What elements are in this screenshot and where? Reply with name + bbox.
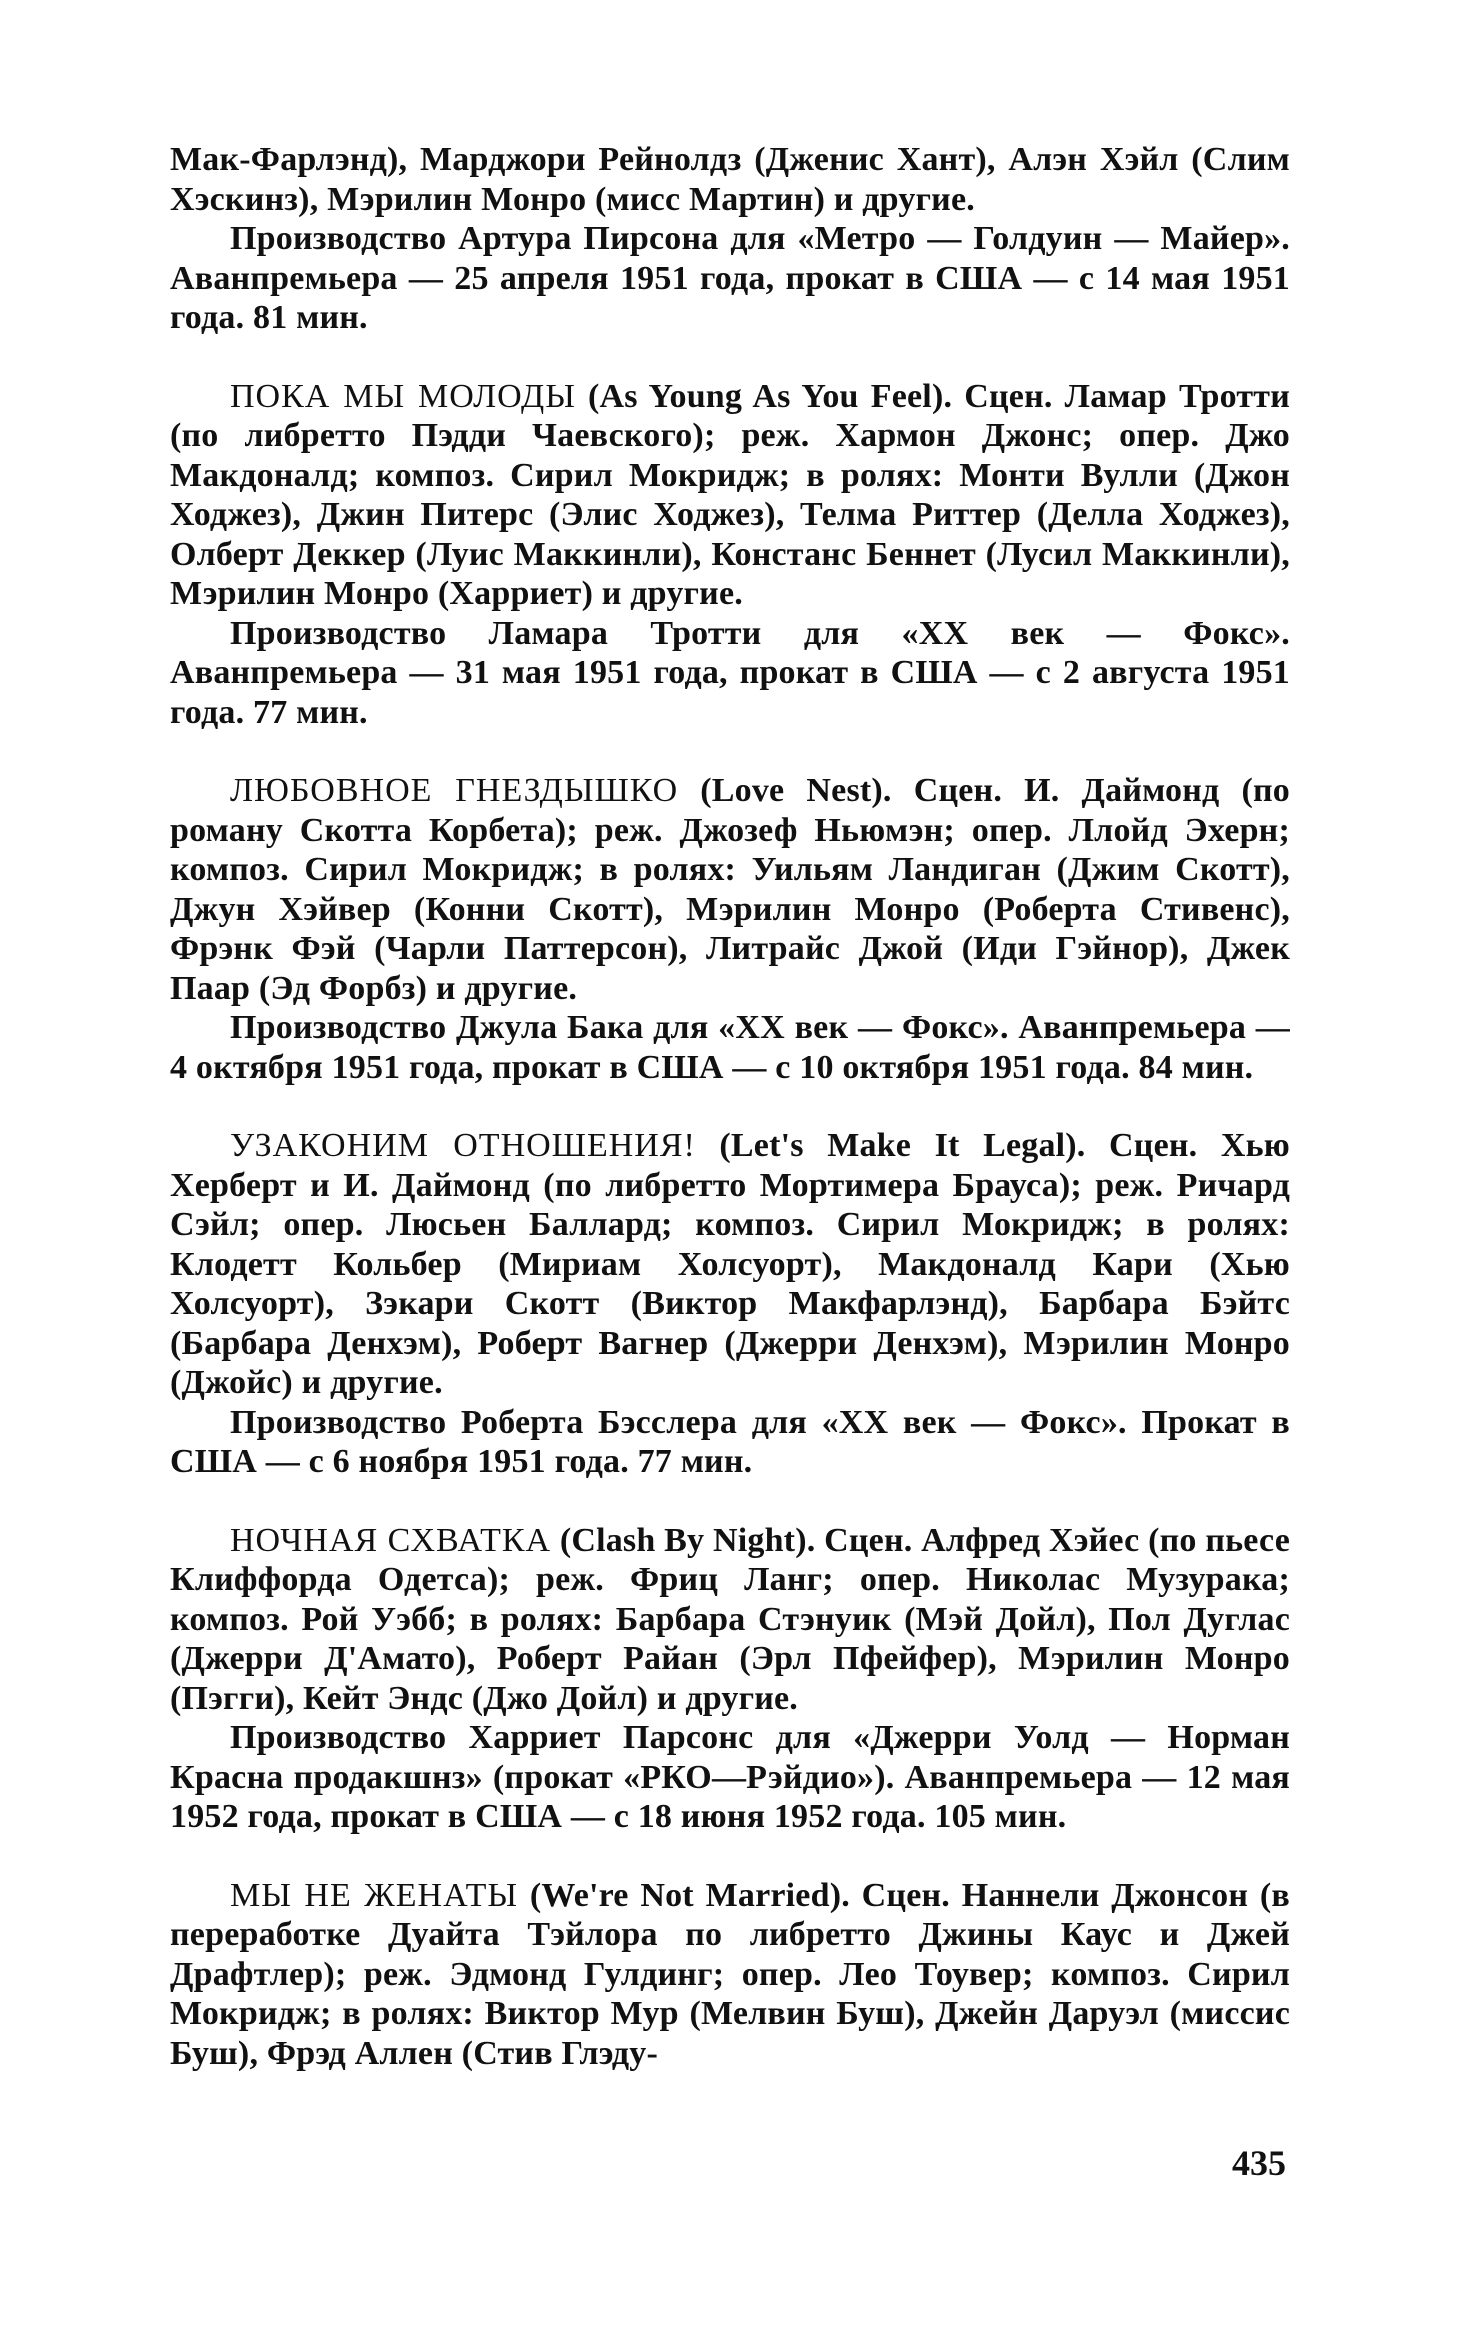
entry-0-cast-tail: Мак-Фарлэнд), Марджори Рейнолдз (Дженис Хант), Алэн Хэйл (Слим Хэскинз), Мэрилин Монро (мисс Мартин) и другие. [170,141,1290,218]
entry-4-production: Производство Харриет Парсонс для «Джерри Уолд — Норман Красна продакшнз» (прокат «РКО—Рэйдио»). Аванпремьера — 12 мая 1952 года, прокат в США — с 18 июня 1952 года. 105 мин. [170,1719,1290,1835]
entry-4-body: (Clash By Night). Сцен. Алфред Хэйес (по пьесе Клиффорда Одетса); реж. Фриц Ланг; опер. Николас Музурака; композ. Рой Уэбб; в ролях: Барбара Стэнуик (Мэй Дойл), Пол Дуглас (Джерри Д'Амато), Роберт Райан (Эрл Пфейфер), Мэрилин Монро (Пэгги), Кейт Эндс (Джо Дойл) и другие. [170,1521,1290,1717]
entry-3 [170,1126,1290,1403]
entry-2 [170,771,1290,1008]
entry-separator [170,1837,1290,1876]
entry-separator [170,1087,1290,1126]
entry-2-body: (Love Nest). Сцен. И. Даймонд (по роману Скотта Корбета); реж. Джозеф Ньюмэн; опер. Ллойд Эхерн; композ. Сирил Мокридж; в ролях: Уильям Ландиган (Джим Скотт), Джун Хэйвер (Конни Скотт), Мэрилин Монро (Роберта Стивенс), Фрэнк Фэй (Чарли Паттерсон), Литрайс Джой (Иди Гэйнор), Джек Паар (Эд Форбз) и другие. [170,772,1290,1007]
entry-1-title: ПОКА МЫ МОЛОДЫ [230,377,576,415]
entry-1-body: (As Young As You Feel). Сцен. Ламар Тротти (по либретто Пэдди Чаевского); реж. Хармон Джонс; опер. Джо Макдоналд; композ. Сирил Мокридж; в ролях: Монти Вулли (Джон Ходжез), Джин Питерс (Элис Ходжез), Телма Риттер (Делла Ходжез), Олберт Деккер (Луис Маккинли), Констанс Беннет (Лусил Маккинли), Мэрилин Монро (Харриет) и другие. [170,377,1290,612]
entry-5 [170,1876,1290,2074]
entry-5-title: МЫ НЕ ЖЕНАТЫ [230,1876,519,1914]
page-number: 435 [1232,2143,1286,2183]
entry-1 [170,377,1290,614]
entry-3-body: (Let's Make It Legal). Сцен. Хью Херберт и И. Даймонд (по либретто Мортимера Брауса); реж. Ричард Сэйл; опер. Люсьен Баллард; композ. Сирил Мокридж; в ролях: Клодетт Кольбер (Мириам Холсуорт), Макдоналд Кари (Хью Холсуорт), Зэкари Скотт (Виктор Макфарлэнд), Барбара Бэйтс (Барбара Денхэм), Роберт Вагнер (Джерри Денхэм), Мэрилин Монро (Джойс) и другие. [170,1127,1290,1401]
page-body [170,140,1290,2073]
entry-2-production: Производство Джула Бака для «XX век — Фокс». Аванпремьера — 4 октября 1951 года, прокат в США — с 10 октября 1951 года. 84 мин. [170,1009,1290,1086]
entry-2-title: ЛЮБОВНОЕ ГНЕЗДЫШКО [230,772,679,809]
entry-4 [170,1521,1290,1719]
entry-separator [170,338,1290,377]
entry-4-title: НОЧНАЯ СХВАТКА [230,1521,552,1559]
entry-5-body: (We're Not Married). Сцен. Наннели Джонсон (в переработке Дуайта Тэйлора по либретто Джины Каус и Джей Драфтлер); реж. Эдмонд Гулдинг; опер. Лео Тоувер; композ. Сирил Мокридж; в ролях: Виктор Мур (Мелвин Буш), Джейн Даруэл (миссис Буш), Фрэд Аллен (Стив Глэду- [170,1876,1290,2072]
entry-3-title: УЗАКОНИМ ОТНОШЕНИЯ! [230,1127,696,1164]
entry-separator [170,1482,1290,1521]
entry-0-production: Производство Артура Пирсона для «Метро — Голдуин — Майер». Аванпремьера — 25 апреля 1951 года, прокат в США — с 14 мая 1951 года. 81 мин. [170,220,1290,336]
entry-1-production: Производство Ламара Тротти для «XX век — Фокс». Аванпремьера — 31 мая 1951 года, прокат в США — с 2 августа 1951 года. 77 мин. [170,614,1290,731]
entry-separator [170,732,1290,771]
entry-3-production: Производство Роберта Бэсслера для «XX век — Фокс». Прокат в США — с 6 ноября 1951 года. 77 мин. [170,1403,1290,1480]
